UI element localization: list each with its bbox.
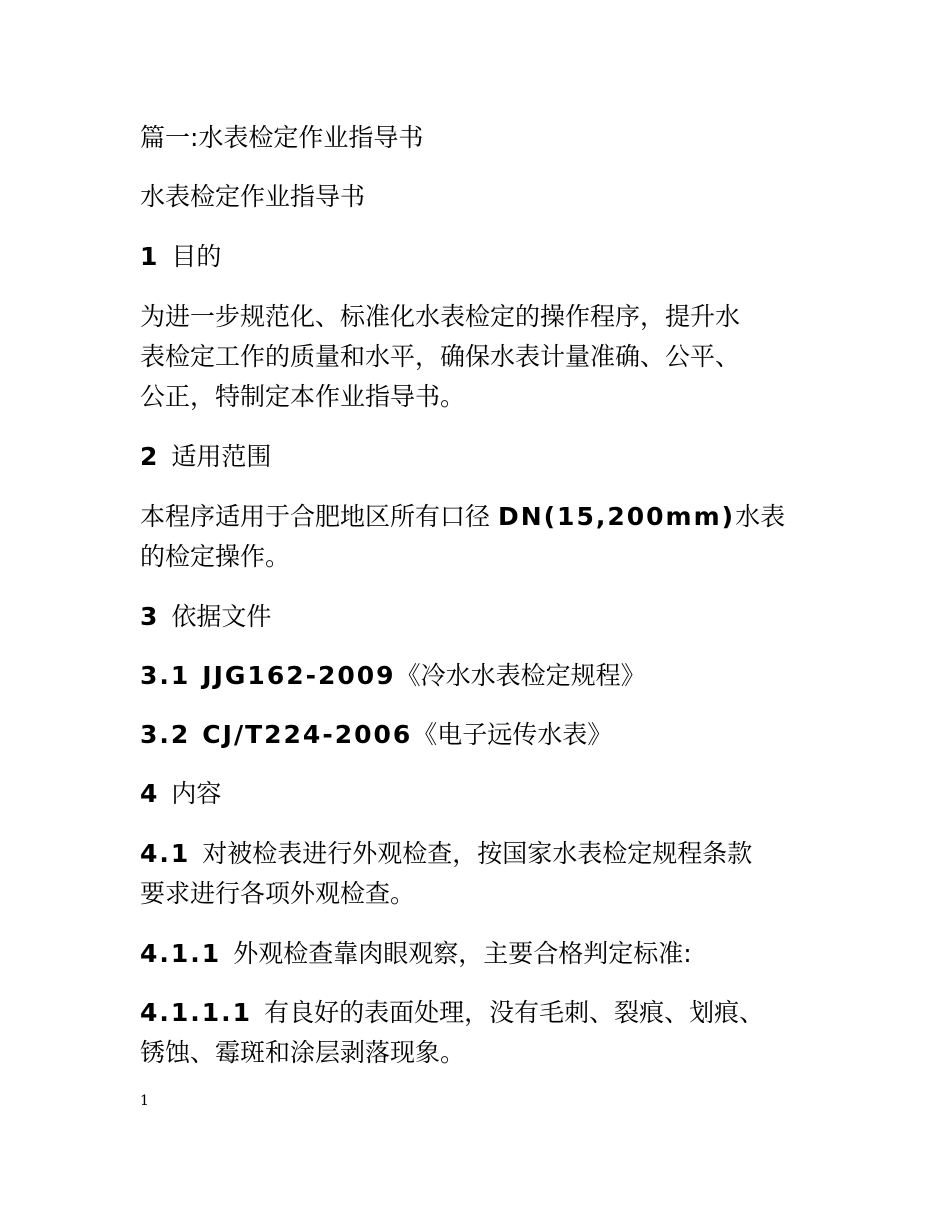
section-4-1-line — [140, 834, 820, 874]
body-text: 外观检查靠肉眼观察，主要合格判定标准: — [233, 939, 692, 968]
section-number: 3 — [140, 602, 160, 631]
section-4-1-line: 要求进行各项外观检查。 — [140, 879, 416, 908]
section-heading-text: 适用范围 — [171, 442, 272, 471]
body-text: 对被检表进行外观检查，按国家水表检定规程条款 — [202, 839, 753, 868]
section-number: 4.1.1.1 — [140, 998, 253, 1027]
section-number: 3.2 — [140, 720, 191, 749]
body-text: 有良好的表面处理，没有毛刺、裂痕、划痕、 — [264, 998, 765, 1027]
standard-code: CJ/T224-2006 — [202, 720, 413, 749]
chapter-title: 篇一:水表检定作业指导书 — [140, 123, 424, 152]
section-2-body-line: 的检定操作。 — [140, 542, 291, 571]
standard-title: 《电子远传水表》 — [412, 720, 613, 749]
section-4-1-1-1-line: 锈蚀、霉斑和涂层剥落现象。 — [140, 1038, 466, 1067]
standard-title: 《冷水水表检定规程》 — [395, 661, 646, 690]
section-1-body-line: 为进一步规范化、标准化水表检定的操作程序，提升水 — [140, 302, 741, 331]
section-1-body-line: 表检定工作的质量和水平，确保水表计量准确、公平、 — [140, 342, 741, 371]
standard-code: JJG162-2009 — [202, 661, 396, 690]
section-number: 4 — [140, 779, 160, 808]
section-2-heading — [140, 437, 820, 477]
section-2-body-line — [140, 497, 820, 537]
section-3-1-reference — [140, 656, 820, 696]
section-number: 2 — [140, 442, 160, 471]
section-number: 3.1 — [140, 661, 191, 690]
section-number: 4.1.1 — [140, 939, 222, 968]
section-1-body-line: 公正，特制定本作业指导书。 — [140, 382, 466, 411]
body-text: 本程序适用于合肥地区所有口径 — [140, 502, 498, 531]
document-title: 水表检定作业指导书 — [140, 182, 366, 211]
section-3-2-reference — [140, 715, 820, 755]
section-4-heading — [140, 774, 820, 814]
page-number: 1 — [140, 1093, 149, 1109]
section-1-heading — [140, 237, 820, 277]
section-number: 4.1 — [140, 839, 191, 868]
section-3-heading — [140, 597, 820, 637]
section-4-1-1-1-line — [140, 993, 820, 1033]
section-number: 1 — [140, 242, 160, 271]
body-text: 水表 — [735, 502, 786, 531]
section-4-1-1-line — [140, 934, 820, 974]
section-heading-text: 内容 — [171, 779, 222, 808]
diameter-code: DN(15,200mm) — [497, 502, 736, 531]
section-heading-text: 依据文件 — [171, 602, 272, 631]
section-heading-text: 目的 — [171, 242, 222, 271]
